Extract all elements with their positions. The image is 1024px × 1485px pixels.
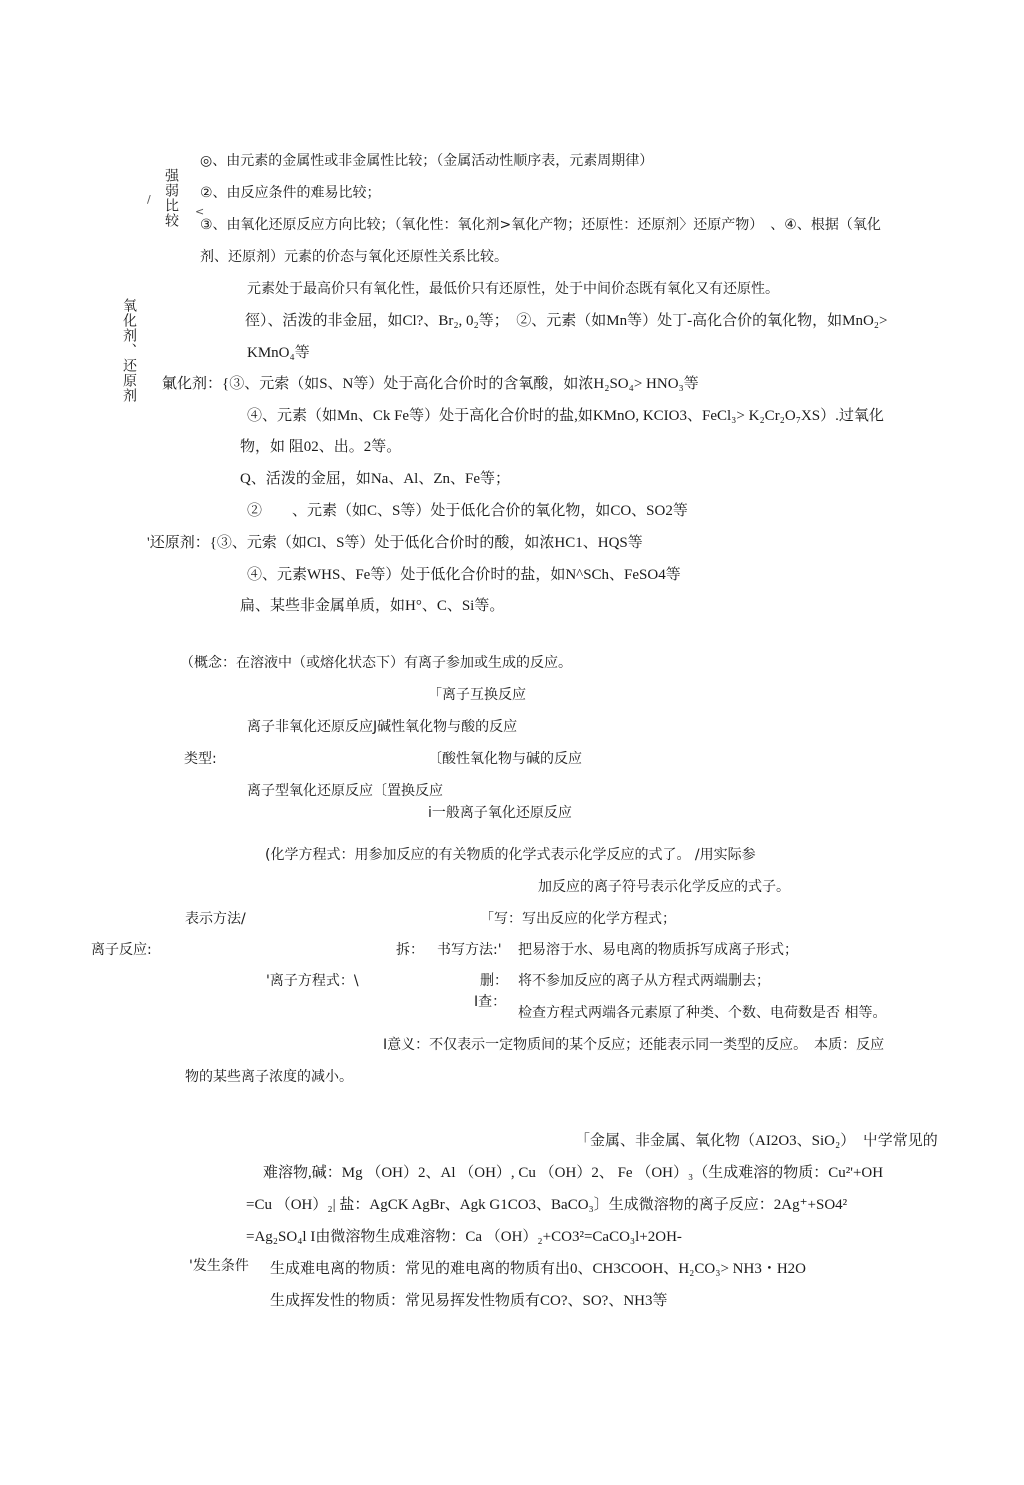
condition-line-3: =Cu （OH）₂| 盐：AgCK AgBr、Agk G1CO3、BaCO₃〕生成微溶物的离子反应：2Ag⁺+SO4² xyxy=(246,1197,848,1213)
type-redox: 离子型氧化还原反应〔置换反应 xyxy=(247,783,443,799)
condition-line-4: =Ag₂SO₄l I由微溶物生成难溶物：Ca （OH）₂+CO3²=CaCO₃l+2OH- xyxy=(246,1229,682,1245)
chem-equation-line: (化学方程式：用参加反应的有关物质的化学式表示化学反应的式了。 /用实际参 xyxy=(265,847,756,863)
condition-line-1: 「金属、非金属、氧化物（AI2O3、SiO₂） 屮学常见的 xyxy=(575,1133,938,1149)
split-step: 把易溶于水、易电离的物质拆写成离子形式； xyxy=(518,942,798,958)
comparison-line-4: 剂、还原剂）元素的价态与氧化还原性关系比较。 xyxy=(200,249,508,265)
reductant-line-3: '还原剂：{③、元索（如Cl、S等）处于低化合价时的酸，如浓HC1、HQS等 xyxy=(147,535,643,551)
oxidant-line-3: KMnO₄等 xyxy=(247,345,310,361)
reductant-line-1: Q、活泼的金屈，如Na、Al、Zn、Fe等； xyxy=(240,471,510,487)
writing-method-label: 书写方法:' xyxy=(437,942,502,958)
vertical-label-oxidant-reductant: 氧化剂、还原剂 xyxy=(121,298,137,403)
oxidant-line-4: 氭化剂：{③、元索（如S、N等）处于高化合价时的含氧酸，如浓H₂SO₄> HNO₃等 xyxy=(162,376,699,392)
type-general-redox: i一般离子氧化还原反应 xyxy=(428,805,572,821)
condition-line-2: 难溶物,碱：Mg （OH）2、Al （OH）, Cu （OH）2、 Fe （OH）₃（生成难溶的物质：Cu²'+OH xyxy=(263,1165,884,1181)
comparison-line-2: ②、由反应条件的难易比较； xyxy=(200,185,381,201)
bracket-mark: / xyxy=(147,193,151,206)
reductant-line-4: ④、元素WHS、Fe等）处于低化合价时的盐，如N^SCh、FeSO4等 xyxy=(247,567,681,583)
split-label: 拆： xyxy=(396,942,424,958)
concept-line: （概念：在溶液中（或熔化状态下）有离子参加或生成的反应。 xyxy=(180,655,572,671)
check-label: I查： xyxy=(474,994,507,1010)
chem-equation-line-2: 加反应的离子符号表示化学反应的式子。 xyxy=(538,879,790,895)
reductant-line-5: 扁、某些非金属单质，如H°、C、Si等。 xyxy=(240,598,505,614)
meaning-line: I意义：不仅表示一定物质间的某个反应；还能表示同一类型的反应。 本质：反应 xyxy=(383,1037,885,1053)
type-non-redox: 离子非氧化还原反应J碱性氧化物与酸的反应 xyxy=(247,719,518,735)
ion-equation-label: '离子方程式：\ xyxy=(266,973,359,989)
oxidant-line-2: 徑）、活泼的非金屈，如Cl?、Br₂, 0₂等； ②、元素（如Mn等）处丁-高化合价的氧化物，如MnO₂> xyxy=(245,313,888,329)
vertical-label-strength-comparison: 强弱比较 xyxy=(163,168,179,228)
type-label: 类型: xyxy=(184,751,217,767)
meaning-line-2: 物的某些离子浓度的减小。 xyxy=(185,1069,353,1085)
representation-label: 表示方法/ xyxy=(185,911,246,927)
oxidant-line-6: 物，如 阻02、出。2等。 xyxy=(240,439,402,455)
check-step: 检查方程式两端各元素原了种类、个数、电荷数是否 相等。 xyxy=(518,1005,887,1021)
oxidant-line-5: ④、元素（如Mn、Ck Fe等）处于高化合价时的盐,如KMnO, KCIO3、FeCl₃> K₂Cr₂O₇XS）.过氧化 xyxy=(247,408,884,424)
condition-line-6: 生成挥发性的物质：常见易挥发性物质有CO?、SO?、NH3等 xyxy=(270,1293,668,1309)
write-step: 「写：写出反应的化学方程式； xyxy=(480,911,676,927)
condition-line-5: 生成难电离的物质：常见的难电离的物质有出0、CH3COOH、H₂CO₃> NH3・H2O xyxy=(270,1261,807,1277)
angle-mark: < xyxy=(195,205,205,218)
occurrence-condition-label: '发生条件 xyxy=(189,1258,249,1274)
oxidant-line-1: 元素处于最高价只有氧化性，最低价只有还原性，处于中间价态既有氧化又有还原性。 xyxy=(247,281,779,297)
reductant-line-2: ② 、元素（如C、S等）处于低化合价的氧化物，如CO、SO2等 xyxy=(247,503,688,519)
comparison-line-1: ◎、由元素的金属性或非金属性比较；（金属活动性顺序表，元素周期律） xyxy=(200,153,654,169)
delete-label: 删： xyxy=(480,973,508,989)
comparison-line-3: ③、由氧化还原反应方向比较；（氧化性：氧化剂>氧化产物；还原性：还原剂〉还原产物） 、④、根据（氧化 xyxy=(200,217,881,233)
ion-reaction-label: 离子反应: xyxy=(91,942,152,958)
type-acidic-oxide: 〔酸性氧化物与碱的反应 xyxy=(428,751,582,767)
delete-step: 将不参加反应的离子从方程式两端删去； xyxy=(518,973,770,989)
type-ion-exchange: 「离子互换反应 xyxy=(428,687,526,703)
